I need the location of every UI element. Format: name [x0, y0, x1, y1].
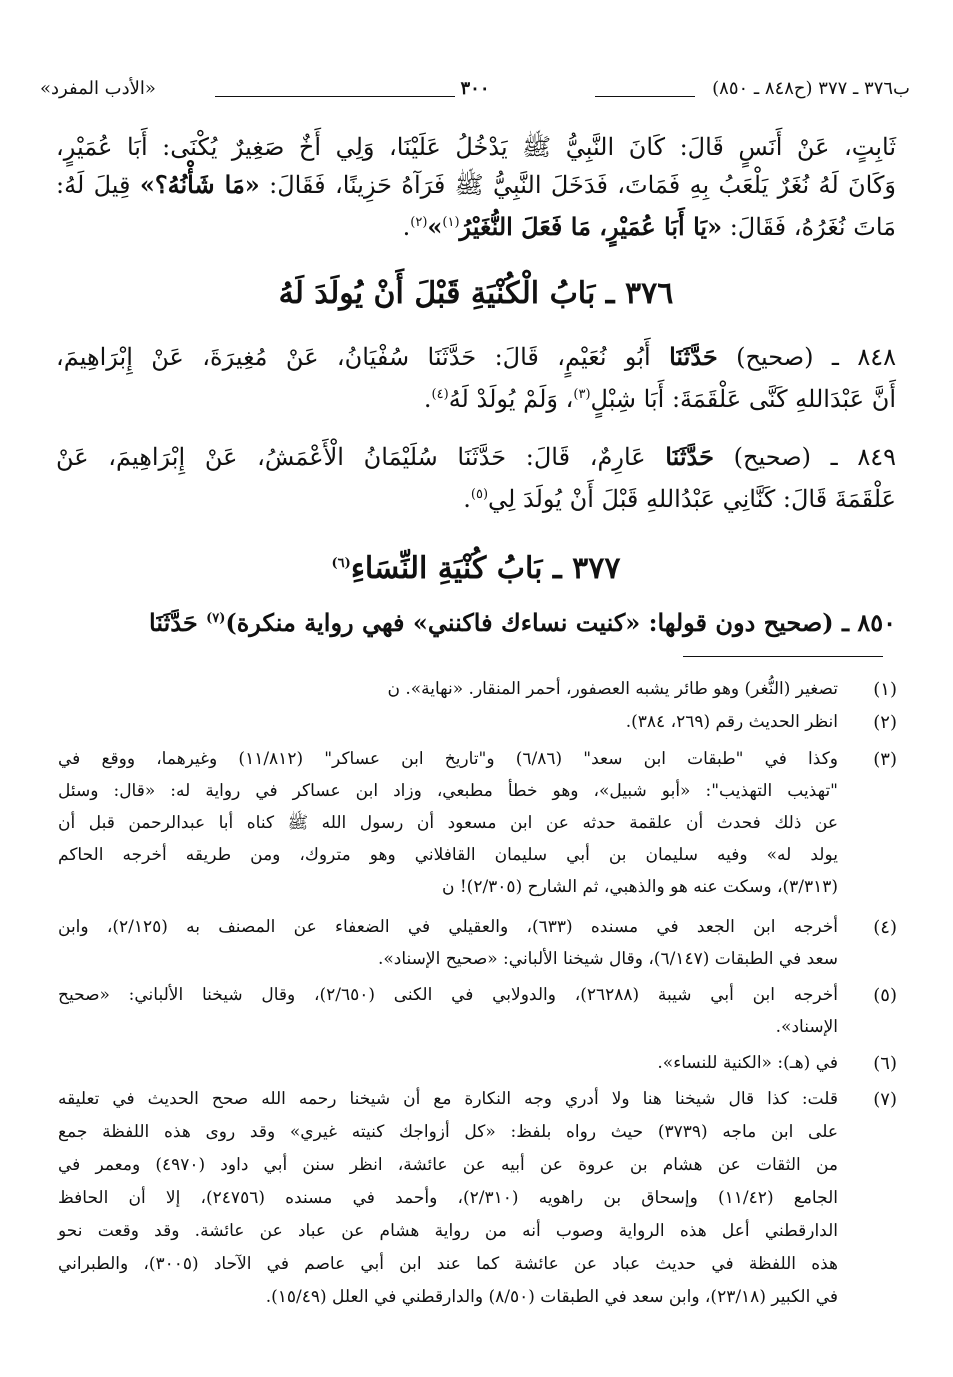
footnote-1: تصغير (النُّغر) وهو طائر يشبه العصفور، أحمر المنقار. «نهاية». ن	[387, 679, 838, 699]
header-rule-left	[215, 96, 455, 97]
hadith-848-line	[56, 338, 896, 376]
prophet-quote: «مَا شَأْنُهُ؟»	[139, 170, 260, 199]
text-segment: مَاتَ نُغَرُهُ، فَقَالَ:	[722, 213, 896, 241]
prophet-quote: «يَا أَبَا عُمَيْرٍ، مَا فَعَلَ النُّغَيْرُ	[459, 212, 723, 241]
footnote-5-line: الإسناد».	[775, 1017, 838, 1037]
footnote-ref[interactable]: (٢)	[410, 215, 428, 230]
hadith-849-line	[56, 438, 896, 476]
footnote-4-line: أخرجه ابن الجعد في مسنده (٦٣٣)، والعقيلي في الضعفاء عن المصنف به (٢/١٢٥)، وابن	[58, 917, 838, 937]
footnote-3-line: عن ذلك فحدث أن علقمة حدثه عن ابن مسعود أن رسول الله ﷺ كناه أبا عبدالرحمن قبل أن	[58, 813, 838, 833]
footnote-3-line: يولد له» وفيه سليمان بن أبي سليمان القافلاني وهو متروك، ومن طريقه أخرجه الحاكم	[58, 845, 838, 865]
footnote-number: (٣)	[873, 749, 897, 770]
footnote-number: (١)	[873, 679, 897, 700]
text-segment: ثَابِتٍ، عَنْ أَنَسٍ قَالَ: كَانَ النَّبِيُّ ﷺ يَدْخُلُ عَلَيْنَا، وَلِي أَخٌ صَغِيرٌ يُكْنَى: أَبَا عُمَيْرٍ،	[56, 133, 896, 161]
footnote-ref[interactable]: (٦)	[331, 556, 351, 571]
text-segment: عَلْقَمَةَ قَالَ: كَنَّانِي عَبْدُاللهِ قَبْلَ أَنْ يُولَدَ لِي	[488, 485, 896, 513]
quote-close: »	[427, 212, 443, 241]
footnote-ref[interactable]: (١)	[442, 215, 460, 230]
footnote-number: (٤)	[873, 917, 897, 938]
footnote-number: (٢)	[873, 712, 897, 733]
footnote-7-line: الدارقطني أعل هذه الرواية وصوب أنه من رواية هشام عن عباد عن عائشة. وقد وقعت نحو	[58, 1221, 838, 1241]
footnote-5-line: أخرجه ابن أبي شيبة (٢٦٢٨٨)، والدولابي في الكنى (٢/٦٥٠)، وقال شيخنا الألباني: «صحيح	[58, 985, 838, 1005]
text-segment: .	[463, 485, 471, 513]
footnote-ref[interactable]: (٥)	[470, 487, 489, 502]
hadith-849-line	[56, 476, 896, 514]
chapter-range: ب٣٧٦ ـ ٣٧٧ (ح٨٤٨ ـ ٨٥٠)	[712, 78, 910, 99]
text-segment: وَكَانَ لَهُ نُغَرٌ يَلْعَبُ بِهِ فَمَاتَ، فَدَخَلَ النَّبِيُّ ﷺ فَرَآهُ حَزِينًا، فَقَالَ:	[259, 171, 896, 199]
text-segment: أَنَّ عَبْدَاللهِ كَنَّى عَلْقَمَةَ: أَبَا شِبْلٍ	[590, 385, 896, 413]
text-segment: قِيلَ لَهُ:	[56, 171, 140, 199]
footnote-7-line: قلت: كذا قال شيخنا هنا ولا أدري وجه النكارة مع أن شيخنا رحمه الله صحح الحديث في تعليقه	[58, 1089, 838, 1109]
text-segment: أَبُو نُعَيْمٍ، قَالَ: حَدَّثَنَا سُفْيَانُ، عَنْ مُغِيرَةَ، عَنْ إِبْرَاهِيمَ،	[56, 343, 670, 371]
narration-keyword: حَدَّثَنَا	[149, 608, 207, 637]
footnote-7-line: هذه اللفظة في حديث عباد عن عائشة كما عند ابن أبي عاصم في الآحاد (٣٠٠٥)، والطبراني	[58, 1254, 838, 1274]
footnote-3-line: (٣/٣١٣)، وسكت عنه هو والذهبي، ثم الشارح (٢/٣٠٥)! ن	[441, 877, 838, 897]
footnote-ref[interactable]: (٤)	[431, 387, 449, 402]
book-title: «الأدب المفرد»	[40, 78, 156, 99]
hadith-number-grade: ٨٥٠ ـ (صحيح دون قولها: «كنيت نساءك فاكنني» فهي رواية منكرة)	[225, 608, 896, 637]
footnote-separator	[683, 656, 883, 657]
footnote-number: (٧)	[873, 1089, 897, 1110]
footnote-ref[interactable]: (٧)	[206, 611, 226, 626]
text-segment: .	[423, 385, 432, 413]
text-line	[56, 128, 896, 166]
text-line	[56, 204, 896, 242]
narration-keyword: حَدَّثَنَا	[665, 442, 714, 471]
footnote-7-line: من الثقات عن هشام بن عروة عن أبيه عن عائشة، انظر سنن أبي داود (٤٩٧٠) ومعمر في	[58, 1155, 838, 1175]
hadith-848-line	[56, 376, 896, 414]
hadith-number-grade: ٨٤٨ ـ (صحيح)	[717, 343, 897, 371]
text-segment: .	[402, 213, 411, 241]
footnote-number: (٦)	[873, 1053, 897, 1074]
footnote-3-line: "تهذيب التهذيب": «أبو شبيل»، وهو خطأ مطبعي، وزاد ابن عساكر في رواية له: «قال: وسئل	[58, 781, 838, 801]
footnote-4-line: سعد في الطبقات (٦/١٤٧)، وقال شيخنا الألباني: «صحيح الإسناد».	[377, 949, 838, 969]
hadith-850-line	[56, 600, 896, 638]
footnote-7-line: الجامع (١١/٤٢) وإسحاق بن راهويه (٢/٣١٠)، وأحمد في مسنده (٢٤٧٥٦)، إلا أن الحافظ	[58, 1188, 838, 1208]
heading-text: ٣٧٧ ـ بَابُ كُنْيَةِ النِّسَاءِ	[350, 551, 621, 586]
text-line	[56, 166, 896, 204]
narration-keyword: حَدَّثَنَا	[669, 342, 718, 371]
text-segment: ، وَلَمْ يُولَدْ لَهُ	[448, 385, 574, 413]
footnote-3-line: وكذا في "طبقات ابن سعد" (٦/٨٦) و"تاريخ ابن عساكر" (١١/٨١٢) وغيرهما، ووقع في	[58, 749, 838, 769]
running-header	[40, 78, 910, 108]
text-segment: عَارِمٌ، قَالَ: حَدَّثَنَا سُلَيْمَانُ الْأَعْمَشُ، عَنْ إِبْرَاهِيمَ، عَنْ	[56, 443, 666, 471]
page-number: ٣٠٠	[460, 78, 490, 99]
chapter-heading-376: ٣٧٦ ـ بَابُ الْكُنْيَةِ قَبْلَ أَنْ يُولَدَ لَهُ	[278, 276, 674, 311]
hadith-number-grade: ٨٤٩ ـ (صحيح)	[713, 443, 896, 471]
footnote-2: انظر الحديث رقم (٢٦٩، ٣٨٤).	[625, 712, 838, 732]
footnote-number: (٥)	[873, 985, 897, 1006]
footnote-7-line: على ابن ماجه (٣٧٣٩) حيث رواه بلفظ: «كل أزواجك كنيته غيري» وقد روى هذه اللفظة جمع	[58, 1122, 839, 1142]
chapter-heading-377	[56, 542, 896, 586]
footnote-7-line: في الكبير (٢٣/١٨)، وابن سعد في الطبقات (٨/٥٠) والدارقطني في العلل (١٥/٤٩).	[265, 1287, 838, 1307]
footnote-6: في (هـ): «الكنية للنساء».	[657, 1053, 838, 1073]
header-rule-right	[595, 96, 695, 97]
footnote-ref[interactable]: (٣)	[573, 387, 591, 402]
